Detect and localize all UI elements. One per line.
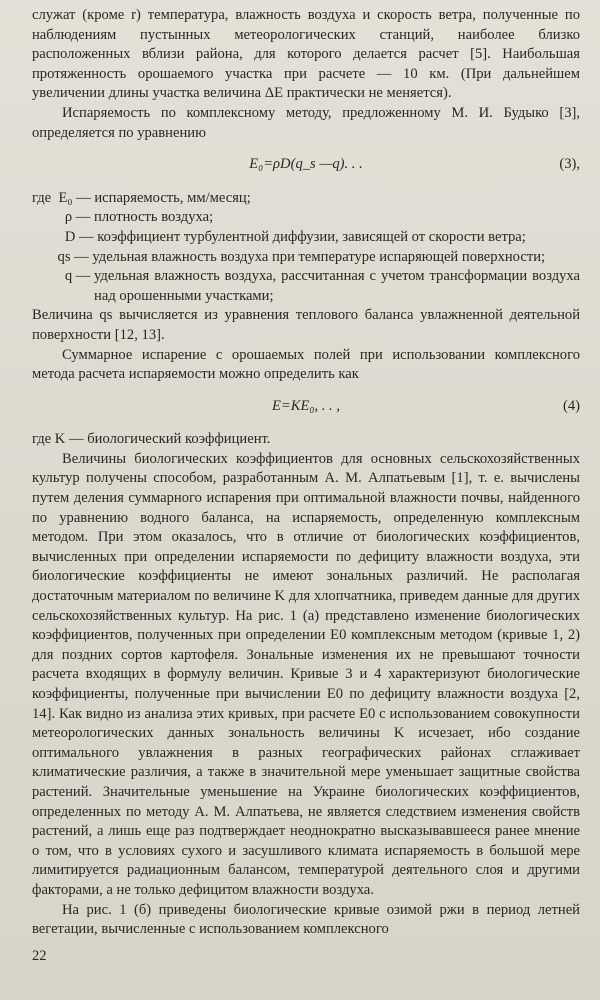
equation-4-number: (4) xyxy=(562,397,580,414)
definitions-list xyxy=(32,189,580,307)
definition-symbol: q — xyxy=(32,268,95,285)
equation-4-formula: E=KE₀, . . , xyxy=(271,397,341,414)
definition-text: плотность воздуха; xyxy=(94,209,214,226)
definition-item xyxy=(32,208,580,228)
paragraph-1: служат (кроме r) температура, влажность воздуха и скорость ветра, полученные по наблюдениям пустынных метеорологических станций, наиболее близко расположенных вблизи района, для которого делается расчет [5]. Наибольшая протяженность орошаемого участка при расчете — 10 км. (При дальнейшем увеличении длины участка величина ΔE практически не меняется). xyxy=(32,7,580,102)
paragraph-4: Суммарное испарение с орошаемых полей при использовании комплексного метода расчета испаряемости можно определить как xyxy=(32,346,580,383)
paragraph-2: Испаряемость по комплексному методу, предложенному М. И. Будыко [3], определяется по уравнению xyxy=(32,104,580,141)
definition-text: удельная влажность воздуха при температуре испаряющей поверхности; xyxy=(92,248,546,265)
definition-text: коэффициент турбулентной диффузии, зависящей от скорости ветра; xyxy=(97,228,526,245)
equation-3 xyxy=(32,155,580,175)
paragraph-3: Величина qs вычисляется из уравнения теплового баланса увлажненной деятельной поверхности [12, 13]. xyxy=(32,307,580,343)
definition-symbol: ρ — xyxy=(32,209,95,226)
paragraph-5: где K — биологический коэффициент. xyxy=(32,431,271,448)
definition-item xyxy=(32,189,580,209)
paragraph-6: Величины биологических коэффициентов для основных сельскохозяйственных культур получены способом, разработанным А. М. Алпатьевым [1], т. е. вычислены путем деления суммарного испарения при оптимальной влажности почвы, найденного по уравнению водного баланса, на испаряемость, определенную комплексным методом. При этом оказалось, что в отличие от биологических коэффициентов, вычисленных при определении испаряемости по дефициту влажности воздуха, эти биологические коэффициенты не имеют зональных различий. Не располагая достаточным материалом по величине K для хлопчатника, приведем данные для других сельскохозяйственных культур. На рис. 1 (a) представлено изменение биологических коэффициентов, полученных при определении E0 комплексным методом (кривые 1, 2) для поздних сортов картофеля. Зональные изменения их не превышают точности расчета входящих в формулу величин. Кривые 3 и 4 характеризуют биологические коэффициенты, полученные при вычислении E0 по дефициту влажности воздуха [2, 14]. Как видно из анализа этих кривых, при расчете E0 с использованием совокупности метеорологических данных зональность величины K исчезает, ибо создание оптимального увлажнения в разных географических районах сглаживает климатические различия, а также в значительной мере уменьшает защитные свойства растений. Значительные уменьшение на Украине биологических коэффициентов, определенных по методу А. М. Алпатьева, не является следствием изменения свойств растений, а лишь еще раз подтверждает неоднократно высказывавшееся ранее мнение о том, что в условиях сухого и засушливого климата испаряемость в большой мере лимитируется радиационным балансом, температурой деятельного слоя и другими факторами, а не только дефицитом влажности воздуха. xyxy=(32,450,580,898)
equation-4 xyxy=(32,397,580,417)
definition-symbol: qs — xyxy=(32,248,93,265)
text-column xyxy=(32,6,580,940)
definition-text: удельная влажность воздуха, рассчитанная с учетом трансформации воздуха над орошенными участками; xyxy=(94,268,580,304)
definition-item xyxy=(32,248,580,268)
equation-3-formula: E₀=ρD(q_s —q). . . xyxy=(249,156,363,173)
paragraph-7: На рис. 1 (б) приведены биологические кривые озимой ржи в период летней вегетации, вычисленные с использованием комплексного xyxy=(32,901,580,938)
definition-text: испаряемость, мм/месяц; xyxy=(94,189,251,206)
definition-item xyxy=(32,267,580,306)
equation-3-number: (3), xyxy=(559,156,580,173)
page-number: 22 xyxy=(32,948,47,964)
definition-item xyxy=(32,228,580,248)
definition-symbol: D — xyxy=(32,228,98,245)
definition-symbol: где E₀ — xyxy=(32,189,95,206)
